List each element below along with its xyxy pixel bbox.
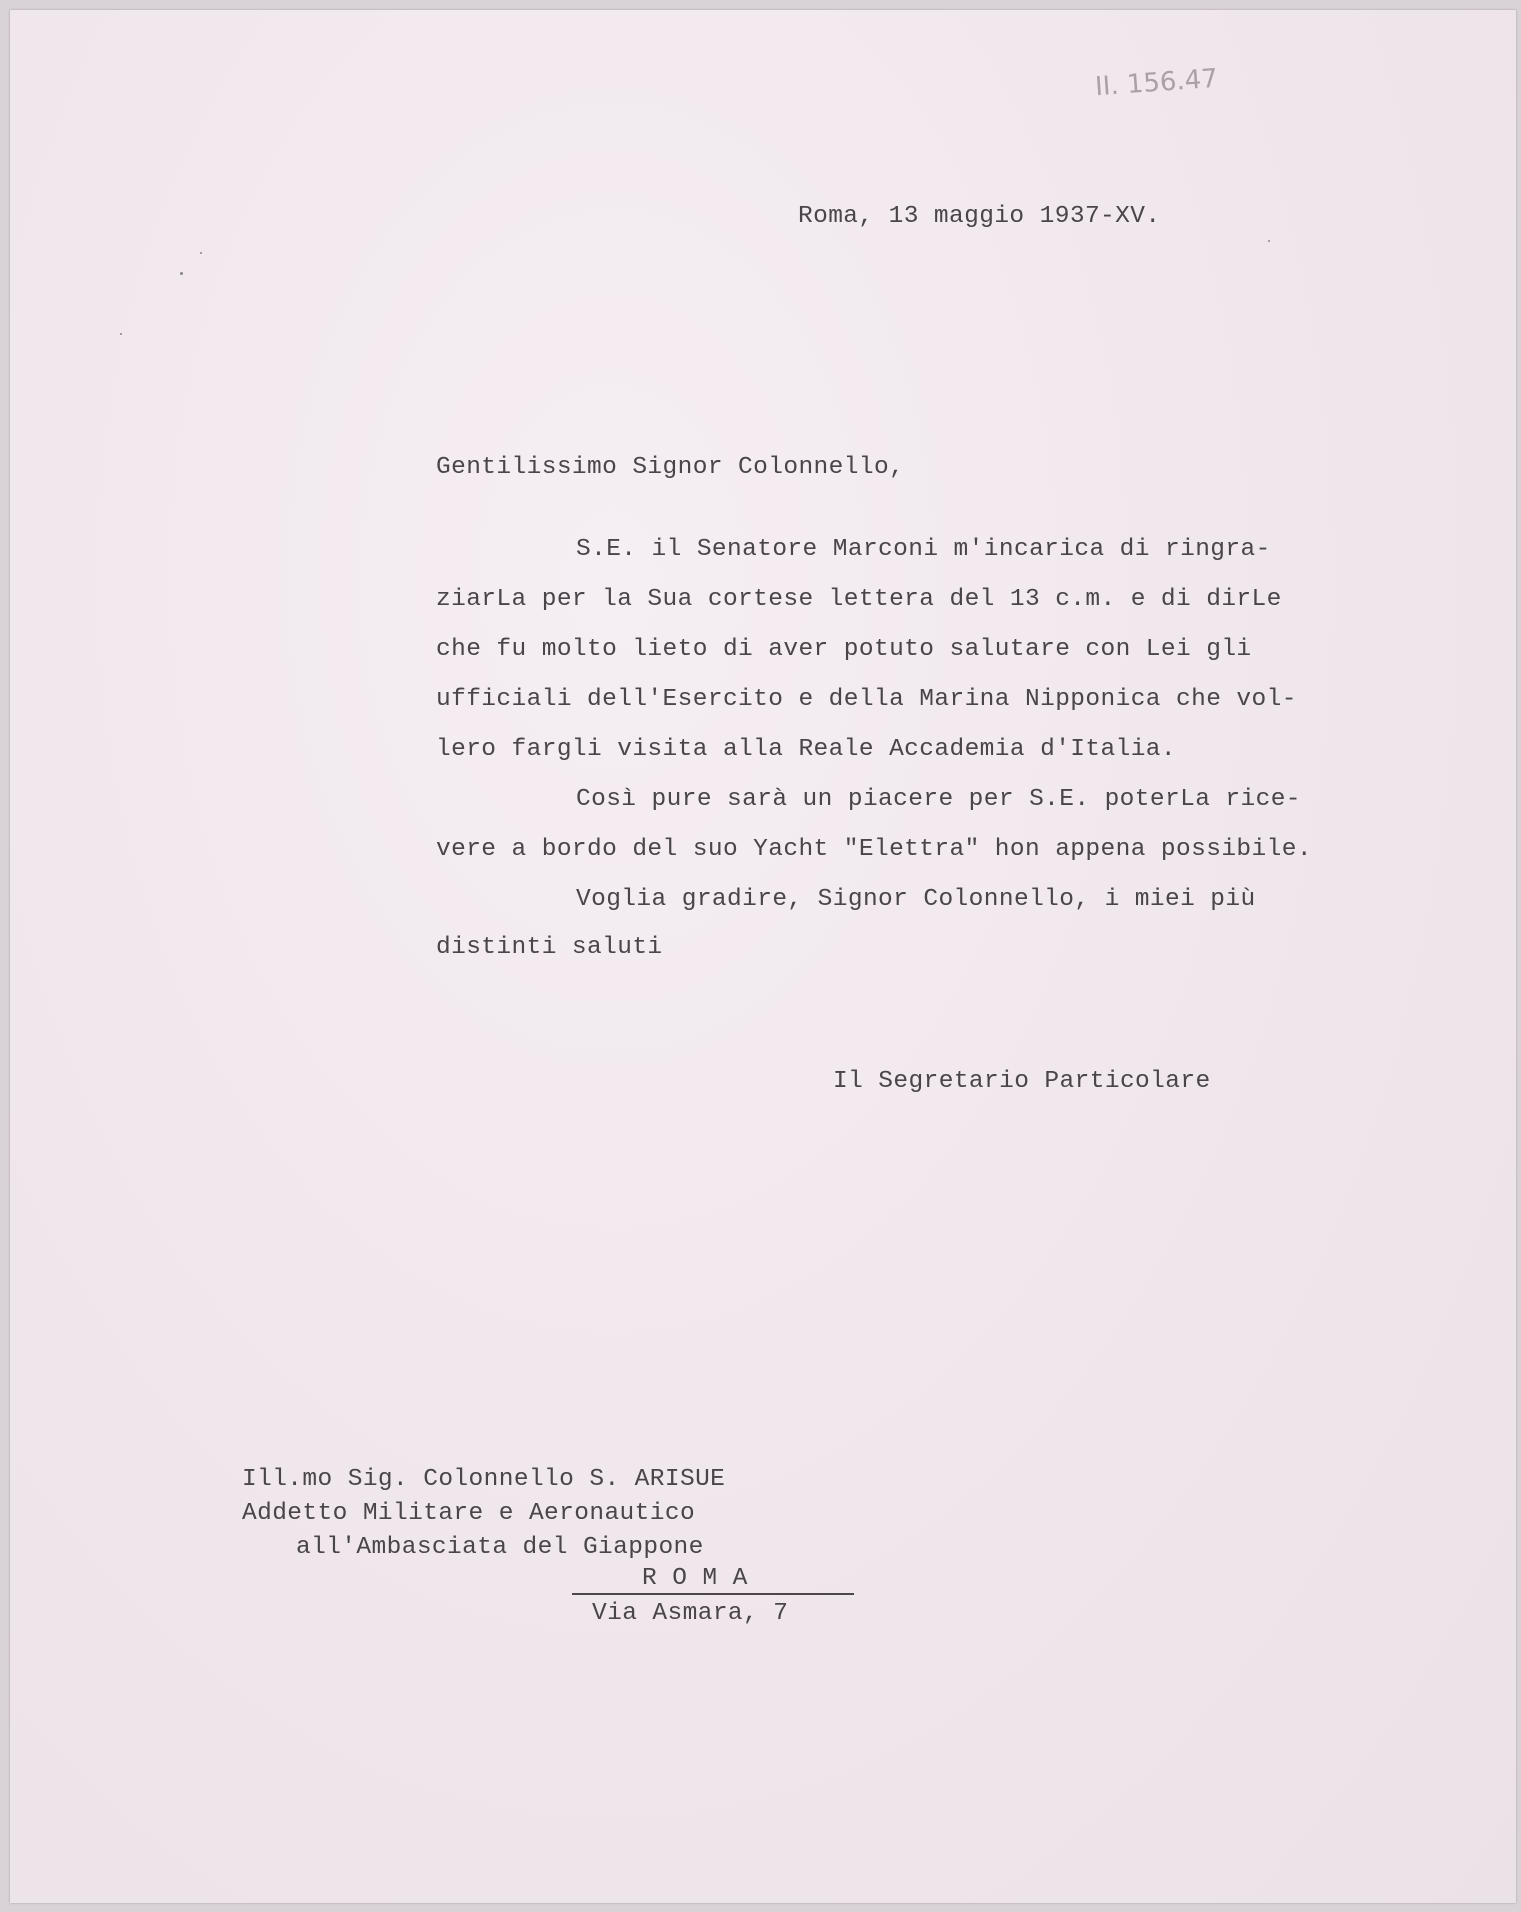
- paper-speck: [1268, 240, 1270, 242]
- body-line: che fu molto lieto di aver potuto salutare con Lei gli: [436, 636, 1252, 663]
- body-line: Voglia gradire, Signor Colonnello, i miei più: [576, 886, 1256, 913]
- paper-speck: [120, 333, 122, 335]
- address-street: Via Asmara, 7: [592, 1600, 789, 1627]
- salutation: Gentilissimo Signor Colonnello,: [436, 454, 905, 481]
- signature-line: Il Segretario Particolare: [833, 1068, 1211, 1095]
- body-line: distinti saluti: [436, 934, 663, 961]
- letter-sheet: [10, 10, 1516, 1903]
- address-city: R O M A: [642, 1565, 748, 1592]
- paper-speck: [180, 272, 183, 275]
- city-underline: [572, 1593, 854, 1595]
- address-line: Addetto Militare e Aeronautico: [242, 1500, 696, 1527]
- body-line: vere a bordo del suo Yacht "Elettra" hon appena possibile.: [436, 836, 1312, 863]
- archive-mark: II. 156.47: [1094, 63, 1219, 103]
- body-line: lero fargli visita alla Reale Accademia d'Italia.: [436, 736, 1177, 763]
- address-line: Ill.mo Sig. Colonnello S. ARISUE: [242, 1466, 726, 1493]
- body-line: ufficiali dell'Esercito e della Marina Nipponica che vol-: [436, 686, 1297, 713]
- body-line: Così pure sarà un piacere per S.E. poterLa rice-: [576, 786, 1301, 813]
- body-line: S.E. il Senatore Marconi m'incarica di ringra-: [576, 536, 1271, 563]
- address-line: all'Ambasciata del Giappone: [296, 1534, 704, 1561]
- paper-speck: [200, 252, 202, 254]
- date-line: Roma, 13 maggio 1937-XV.: [798, 203, 1161, 230]
- body-line: ziarLa per la Sua cortese lettera del 13 c.m. e di dirLe: [436, 586, 1282, 613]
